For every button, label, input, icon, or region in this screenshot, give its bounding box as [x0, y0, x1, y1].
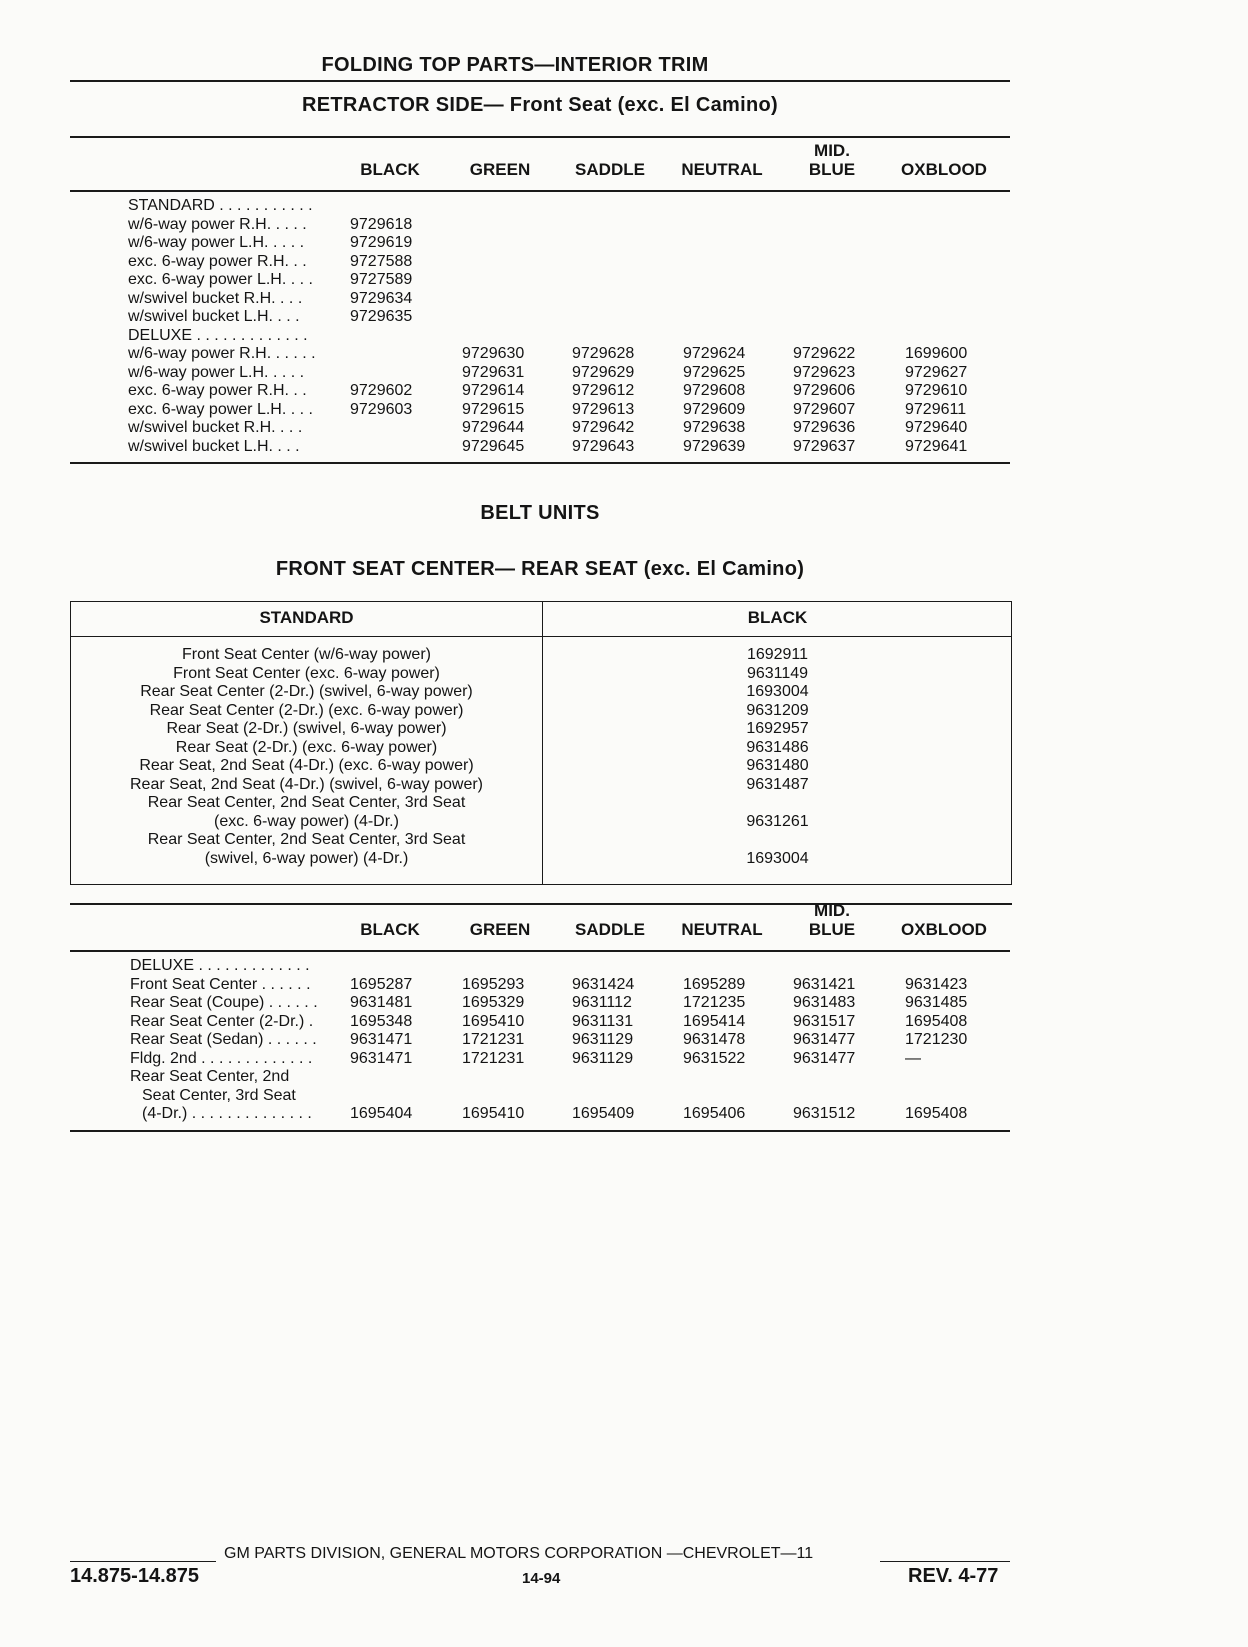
row-label: (swivel, 6-way power) (4-Dr.) [204, 849, 409, 867]
row-label: Front Seat Center (w/6-way power) [182, 646, 431, 663]
row-label: Rear Seat Center (2-Dr.) (swivel, 6-way power) [140, 683, 473, 700]
divider [70, 136, 1010, 138]
header-black: BLACK [747, 608, 808, 627]
column-header-line: BLUE [808, 920, 856, 939]
column-header-line: OXBLOOD [901, 160, 987, 179]
row-label: Rear Seat Center (2-Dr.) (exc. 6-way power) [149, 701, 464, 719]
table-row [71, 646, 1013, 665]
page-number: 14-94 [522, 1570, 561, 1587]
cell-value: 1695329 [462, 994, 525, 1011]
cell-value: 9631478 [683, 1031, 746, 1048]
column-header-line: NEUTRAL [681, 920, 763, 939]
cell-value: 9631421 [793, 975, 856, 993]
cell-value: 9729613 [572, 400, 635, 418]
table-row [71, 665, 1013, 684]
cell-value: 9729635 [350, 308, 413, 325]
row-label: Front Seat Center (exc. 6-way power) [173, 664, 440, 682]
row-label: Rear Seat Center (2-Dr.) . [130, 1012, 314, 1030]
table-row [0, 216, 1248, 235]
cell-value: 9727589 [350, 271, 413, 288]
column-header-line: MID. [814, 901, 850, 920]
cell-value: 9631481 [350, 994, 413, 1011]
column-header [772, 901, 892, 939]
cell-value: 9729645 [462, 437, 525, 455]
column-header-line: GREEN [469, 160, 531, 179]
cell-value: 1695410 [462, 1012, 525, 1030]
column-header [440, 920, 560, 939]
table-row [71, 739, 1013, 758]
standard-belt-rows [71, 602, 1013, 884]
cell-value: 9729602 [350, 382, 413, 399]
cell-value: 9631209 [746, 701, 809, 719]
cell-value: 9631483 [793, 994, 856, 1011]
cell-value: 9729611 [905, 400, 967, 418]
footer-rule-right [880, 1561, 1010, 1562]
cell-value: 1695409 [572, 1105, 635, 1122]
footer-publisher: GM PARTS DIVISION, GENERAL MOTORS CORPORATION —CHEVROLET—11 [224, 1545, 814, 1562]
column-header [330, 920, 450, 939]
cell-value: 9729625 [683, 363, 746, 381]
table-row [0, 976, 1248, 995]
cell-value: 9631512 [793, 1105, 856, 1122]
cell-value: 9729641 [905, 437, 968, 455]
table-row [71, 757, 1013, 776]
cell-value: 9631477 [793, 1049, 856, 1067]
row-label: w/6-way power L.H. . . . . [128, 363, 305, 381]
cell-value: 9729607 [793, 400, 856, 418]
column-header [662, 160, 782, 179]
column-header [330, 160, 450, 179]
column-header-line: GREEN [469, 920, 531, 939]
row-label: DELUXE . . . . . . . . . . . . . [130, 957, 310, 974]
cell-value: 1695408 [905, 1105, 968, 1122]
table-row [0, 1013, 1248, 1032]
table-row [0, 401, 1248, 420]
cell-value: 9631517 [793, 1012, 856, 1030]
divider [70, 190, 1010, 192]
cell-value: 1692911 [746, 646, 809, 663]
row-label: exc. 6-way power R.H. . . [128, 252, 307, 270]
table-row [0, 438, 1248, 457]
table-row [71, 794, 1013, 813]
row-label: Rear Seat Center, 2nd Seat Center, 3rd Seat [147, 831, 466, 848]
table-row [0, 253, 1248, 272]
header-standard: STANDARD [259, 608, 354, 627]
cell-value: 1695287 [350, 975, 413, 993]
column-header [884, 160, 1004, 179]
footer-code: 14.875-14.875 [70, 1565, 200, 1587]
table-row [0, 382, 1248, 401]
cell-value: 9729612 [572, 382, 635, 399]
cell-value: 1699600 [905, 345, 968, 362]
cell-value: 9729609 [683, 400, 746, 418]
row-label: Rear Seat Center, 2nd [130, 1068, 290, 1085]
cell-value: 9729630 [462, 345, 525, 362]
row-label: exc. 6-way power L.H. . . . [128, 400, 313, 418]
cell-value: 9729642 [572, 419, 635, 436]
table-row [0, 1068, 1248, 1087]
cell-value: 1721231 [462, 1049, 525, 1067]
table-row [71, 702, 1013, 721]
table-row [0, 957, 1248, 976]
table-row [71, 720, 1013, 739]
cell-value: 9729614 [462, 382, 525, 399]
column-header [662, 920, 782, 939]
cell-value: 9727588 [350, 252, 413, 270]
belt-units-title: BELT UNITS [480, 502, 600, 524]
cell-value: 9729639 [683, 437, 746, 455]
table-row [0, 345, 1248, 364]
revision: REV. 4-77 [908, 1565, 999, 1587]
row-label: w/swivel bucket R.H. . . . [128, 419, 303, 436]
cell-value: 9631261 [746, 812, 809, 830]
column-header-line: BLACK [360, 160, 420, 179]
cell-value: 1695293 [462, 975, 525, 993]
cell-value: 1695414 [683, 1012, 746, 1030]
row-label: DELUXE . . . . . . . . . . . . . [128, 326, 308, 344]
row-label: w/swivel bucket L.H. . . . [128, 437, 300, 455]
cell-value: 9729640 [905, 419, 968, 436]
standard-belt-table [70, 601, 1012, 885]
section1-title: RETRACTOR SIDE— Front Seat (exc. El Camino) [302, 94, 778, 116]
row-label: exc. 6-way power L.H. . . . [128, 271, 313, 288]
cell-value: 9631487 [746, 775, 809, 793]
cell-value: 9631522 [683, 1049, 746, 1067]
table-row [0, 364, 1248, 383]
row-label: w/swivel bucket R.H. . . . [128, 289, 303, 307]
cell-value: 1695348 [350, 1012, 413, 1030]
cell-value: 9631485 [905, 994, 968, 1011]
cell-value: 9729622 [793, 345, 856, 362]
cell-value: 9729634 [350, 289, 413, 307]
cell-value: 9729618 [350, 215, 413, 233]
table-row [71, 850, 1013, 869]
row-label: (4-Dr.) . . . . . . . . . . . . . . [142, 1105, 312, 1122]
divider [70, 80, 1010, 82]
cell-value: 9631486 [746, 738, 809, 756]
column-header-line: SADDLE [575, 920, 645, 939]
cell-value: 9631149 [746, 664, 809, 682]
column-header [772, 141, 892, 179]
table-row [0, 1031, 1248, 1050]
cell-value: 9729627 [905, 363, 968, 381]
cell-value: 9631424 [572, 975, 635, 993]
cell-value: 9631480 [746, 757, 809, 774]
cell-value: 9729619 [350, 234, 413, 251]
cell-value: 9631112 [572, 994, 632, 1011]
column-header-line: OXBLOOD [901, 920, 987, 939]
cell-value: 9729637 [793, 437, 856, 455]
cell-value: 9631477 [793, 1031, 856, 1048]
cell-value: 1721235 [683, 994, 746, 1011]
column-header [440, 160, 560, 179]
column-header-line: NEUTRAL [681, 160, 763, 179]
cell-value: 9729608 [683, 382, 746, 399]
row-label: Rear Seat (Sedan) . . . . . . [130, 1031, 317, 1048]
row-label: w/6-way power R.H. . . . . [128, 215, 307, 233]
cell-value: 1721230 [905, 1031, 968, 1048]
cell-value: 1721231 [462, 1031, 525, 1048]
cell-value: 9631423 [905, 975, 968, 993]
table-row [0, 327, 1248, 346]
cell-value: 9729644 [462, 419, 525, 436]
cell-value: 9729643 [572, 437, 635, 455]
cell-value: 1695404 [350, 1105, 413, 1122]
cell-value: 9631129 [572, 1031, 634, 1048]
row-label: Rear Seat (Coupe) . . . . . . [130, 994, 318, 1011]
cell-value: 1695289 [683, 975, 746, 993]
cell-value: 1695410 [462, 1105, 525, 1122]
cell-value: 9729628 [572, 345, 635, 362]
divider [70, 462, 1010, 464]
table-row [0, 419, 1248, 438]
footer-rule-left [70, 1561, 216, 1562]
row-label: w/6-way power R.H. . . . . . [128, 345, 316, 362]
cell-value: 1693004 [746, 849, 809, 867]
section2-title: FRONT SEAT CENTER— REAR SEAT (exc. El Camino) [275, 558, 805, 580]
row-label: Seat Center, 3rd Seat [142, 1086, 296, 1104]
cell-value: 9631129 [572, 1049, 634, 1067]
row-label: Front Seat Center . . . . . . [130, 975, 311, 993]
table-row [0, 1087, 1248, 1106]
row-label: Rear Seat (2-Dr.) (swivel, 6-way power) [166, 720, 447, 737]
cell-value: 9729638 [683, 419, 746, 436]
table-row [0, 290, 1248, 309]
page-title: FOLDING TOP PARTS—INTERIOR TRIM [321, 54, 709, 76]
row-label: Rear Seat (2-Dr.) (exc. 6-way power) [175, 738, 438, 756]
cell-value: 9729615 [462, 400, 525, 418]
row-label: w/swivel bucket L.H. . . . [128, 308, 300, 325]
column-header-line: BLACK [360, 920, 420, 939]
row-label: STANDARD . . . . . . . . . . . [128, 197, 313, 214]
table-row [0, 197, 1248, 216]
cell-value: 1693004 [746, 683, 809, 700]
cell-value: 9631131 [572, 1012, 634, 1030]
cell-value: 9729629 [572, 363, 635, 381]
cell-value: 9631471 [350, 1031, 413, 1048]
divider [70, 950, 1010, 952]
cell-value: 1695408 [905, 1012, 968, 1030]
column-header [550, 920, 670, 939]
cell-value: 9729636 [793, 419, 856, 436]
column-header-line: SADDLE [575, 160, 645, 179]
cell-value: 9729606 [793, 382, 856, 399]
row-label: Rear Seat, 2nd Seat (4-Dr.) (exc. 6-way power) [139, 757, 474, 774]
table-row [71, 831, 1013, 850]
row-label: Rear Seat Center, 2nd Seat Center, 3rd Seat [147, 794, 466, 811]
table-row [0, 308, 1248, 327]
row-label: Rear Seat, 2nd Seat (4-Dr.) (swivel, 6-way power) [129, 775, 483, 793]
cell-value: — [905, 1049, 921, 1067]
column-header-line: MID. [814, 141, 850, 160]
table-row [71, 683, 1013, 702]
table-row [0, 1050, 1248, 1069]
table-row [71, 813, 1013, 832]
table-row [0, 271, 1248, 290]
cell-value: 9729610 [905, 382, 968, 399]
cell-value: 9729603 [350, 400, 413, 418]
column-header-line: BLUE [808, 160, 856, 179]
row-label: w/6-way power L.H. . . . . [128, 234, 305, 251]
row-label: (exc. 6-way power) (4-Dr.) [214, 812, 399, 830]
cell-value: 9729623 [793, 363, 856, 381]
table-row [0, 994, 1248, 1013]
column-header [884, 920, 1004, 939]
row-label: Fldg. 2nd . . . . . . . . . . . . . [130, 1049, 313, 1067]
divider [70, 1130, 1010, 1132]
table-row [0, 234, 1248, 253]
table-row [71, 776, 1013, 795]
cell-value: 9729624 [683, 345, 746, 362]
cell-value: 1695406 [683, 1105, 746, 1122]
cell-value: 1692957 [746, 720, 809, 737]
table-row [0, 1105, 1248, 1124]
cell-value: 9631471 [350, 1049, 413, 1067]
column-header [550, 160, 670, 179]
cell-value: 9729631 [462, 363, 525, 381]
row-label: exc. 6-way power R.H. . . [128, 382, 307, 399]
